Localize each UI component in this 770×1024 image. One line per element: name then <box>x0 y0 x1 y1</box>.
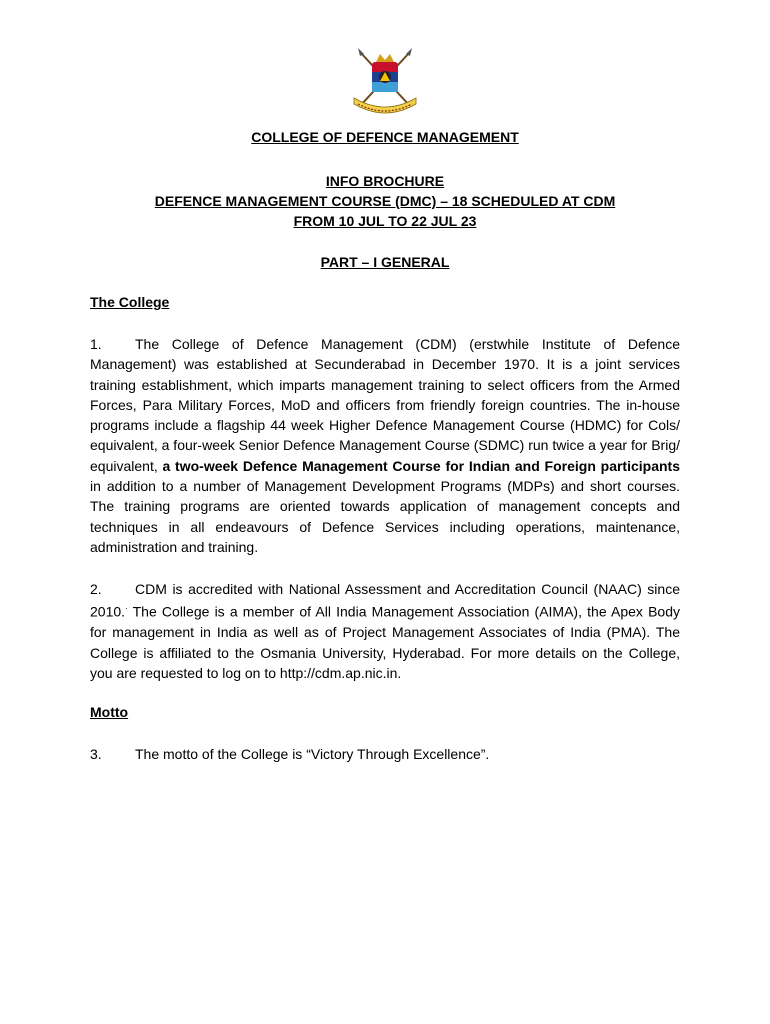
paragraph-number: 1. <box>90 336 102 352</box>
paragraph-bold-text: a two-week Defence Management Course for Indian and Foreign participants <box>162 457 680 474</box>
paragraph-2 <box>90 579 680 683</box>
paragraph-3 <box>90 744 680 764</box>
brochure-title: INFO BROCHURE <box>325 173 445 189</box>
section-heading-college: The College <box>90 294 170 310</box>
college-crest-icon <box>340 44 430 114</box>
paragraph-text: in addition to a number of Management Development Programs (MDPs) and short courses. The training programs are oriented towards application of management concepts and techniques in all endeavours of Defence Services including operations, maintenance, administration and training. <box>90 478 680 555</box>
footnote-marker: · <box>125 604 128 614</box>
course-dates: FROM 10 JUL TO 22 JUL 23 <box>293 213 477 229</box>
part-title: PART – I GENERAL <box>320 254 450 270</box>
paragraph-text: CDM is accredited with National Assessment and Accreditation Council (NAAC) since 2010. <box>90 581 680 620</box>
paragraph-number: 2. <box>90 581 102 597</box>
course-title: DEFENCE MANAGEMENT COURSE (DMC) – 18 SCHEDULED AT CDM <box>154 193 616 209</box>
section-heading-motto: Motto <box>90 704 129 720</box>
paragraph-text: The College of Defence Management (CDM) (erstwhile Institute of Defence Management) was established at Secunderabad in December 1970. It is a joint services training establishment, which imparts management training to select officers from the Armed Forces, Para Military Forces, MoD and officers from friendly foreign countries. The in-house programs include a flagship 44 week Higher Defence Management Course (HDMC) for Cols/ equivalent, a four-week Senior Defence Management Course (SDMC) run twice a year for Brig/ equivalent, <box>90 336 680 474</box>
paragraph-1 <box>90 334 680 557</box>
paragraph-text: The College is a member of All India Management Association (AIMA), the Apex Body for management in India as well as of Project Management Associates of India (PMA). The College is affiliated to the Osmania University, Hyderabad. For more details on the College, you are requested to log on to http://cdm.ap.nic.in. <box>90 603 680 681</box>
paragraph-text: The motto of the College is “Victory Through Excellence”. <box>135 746 490 762</box>
college-name: COLLEGE OF DEFENCE MANAGEMENT <box>251 129 519 145</box>
paragraph-number: 3. <box>90 746 102 762</box>
